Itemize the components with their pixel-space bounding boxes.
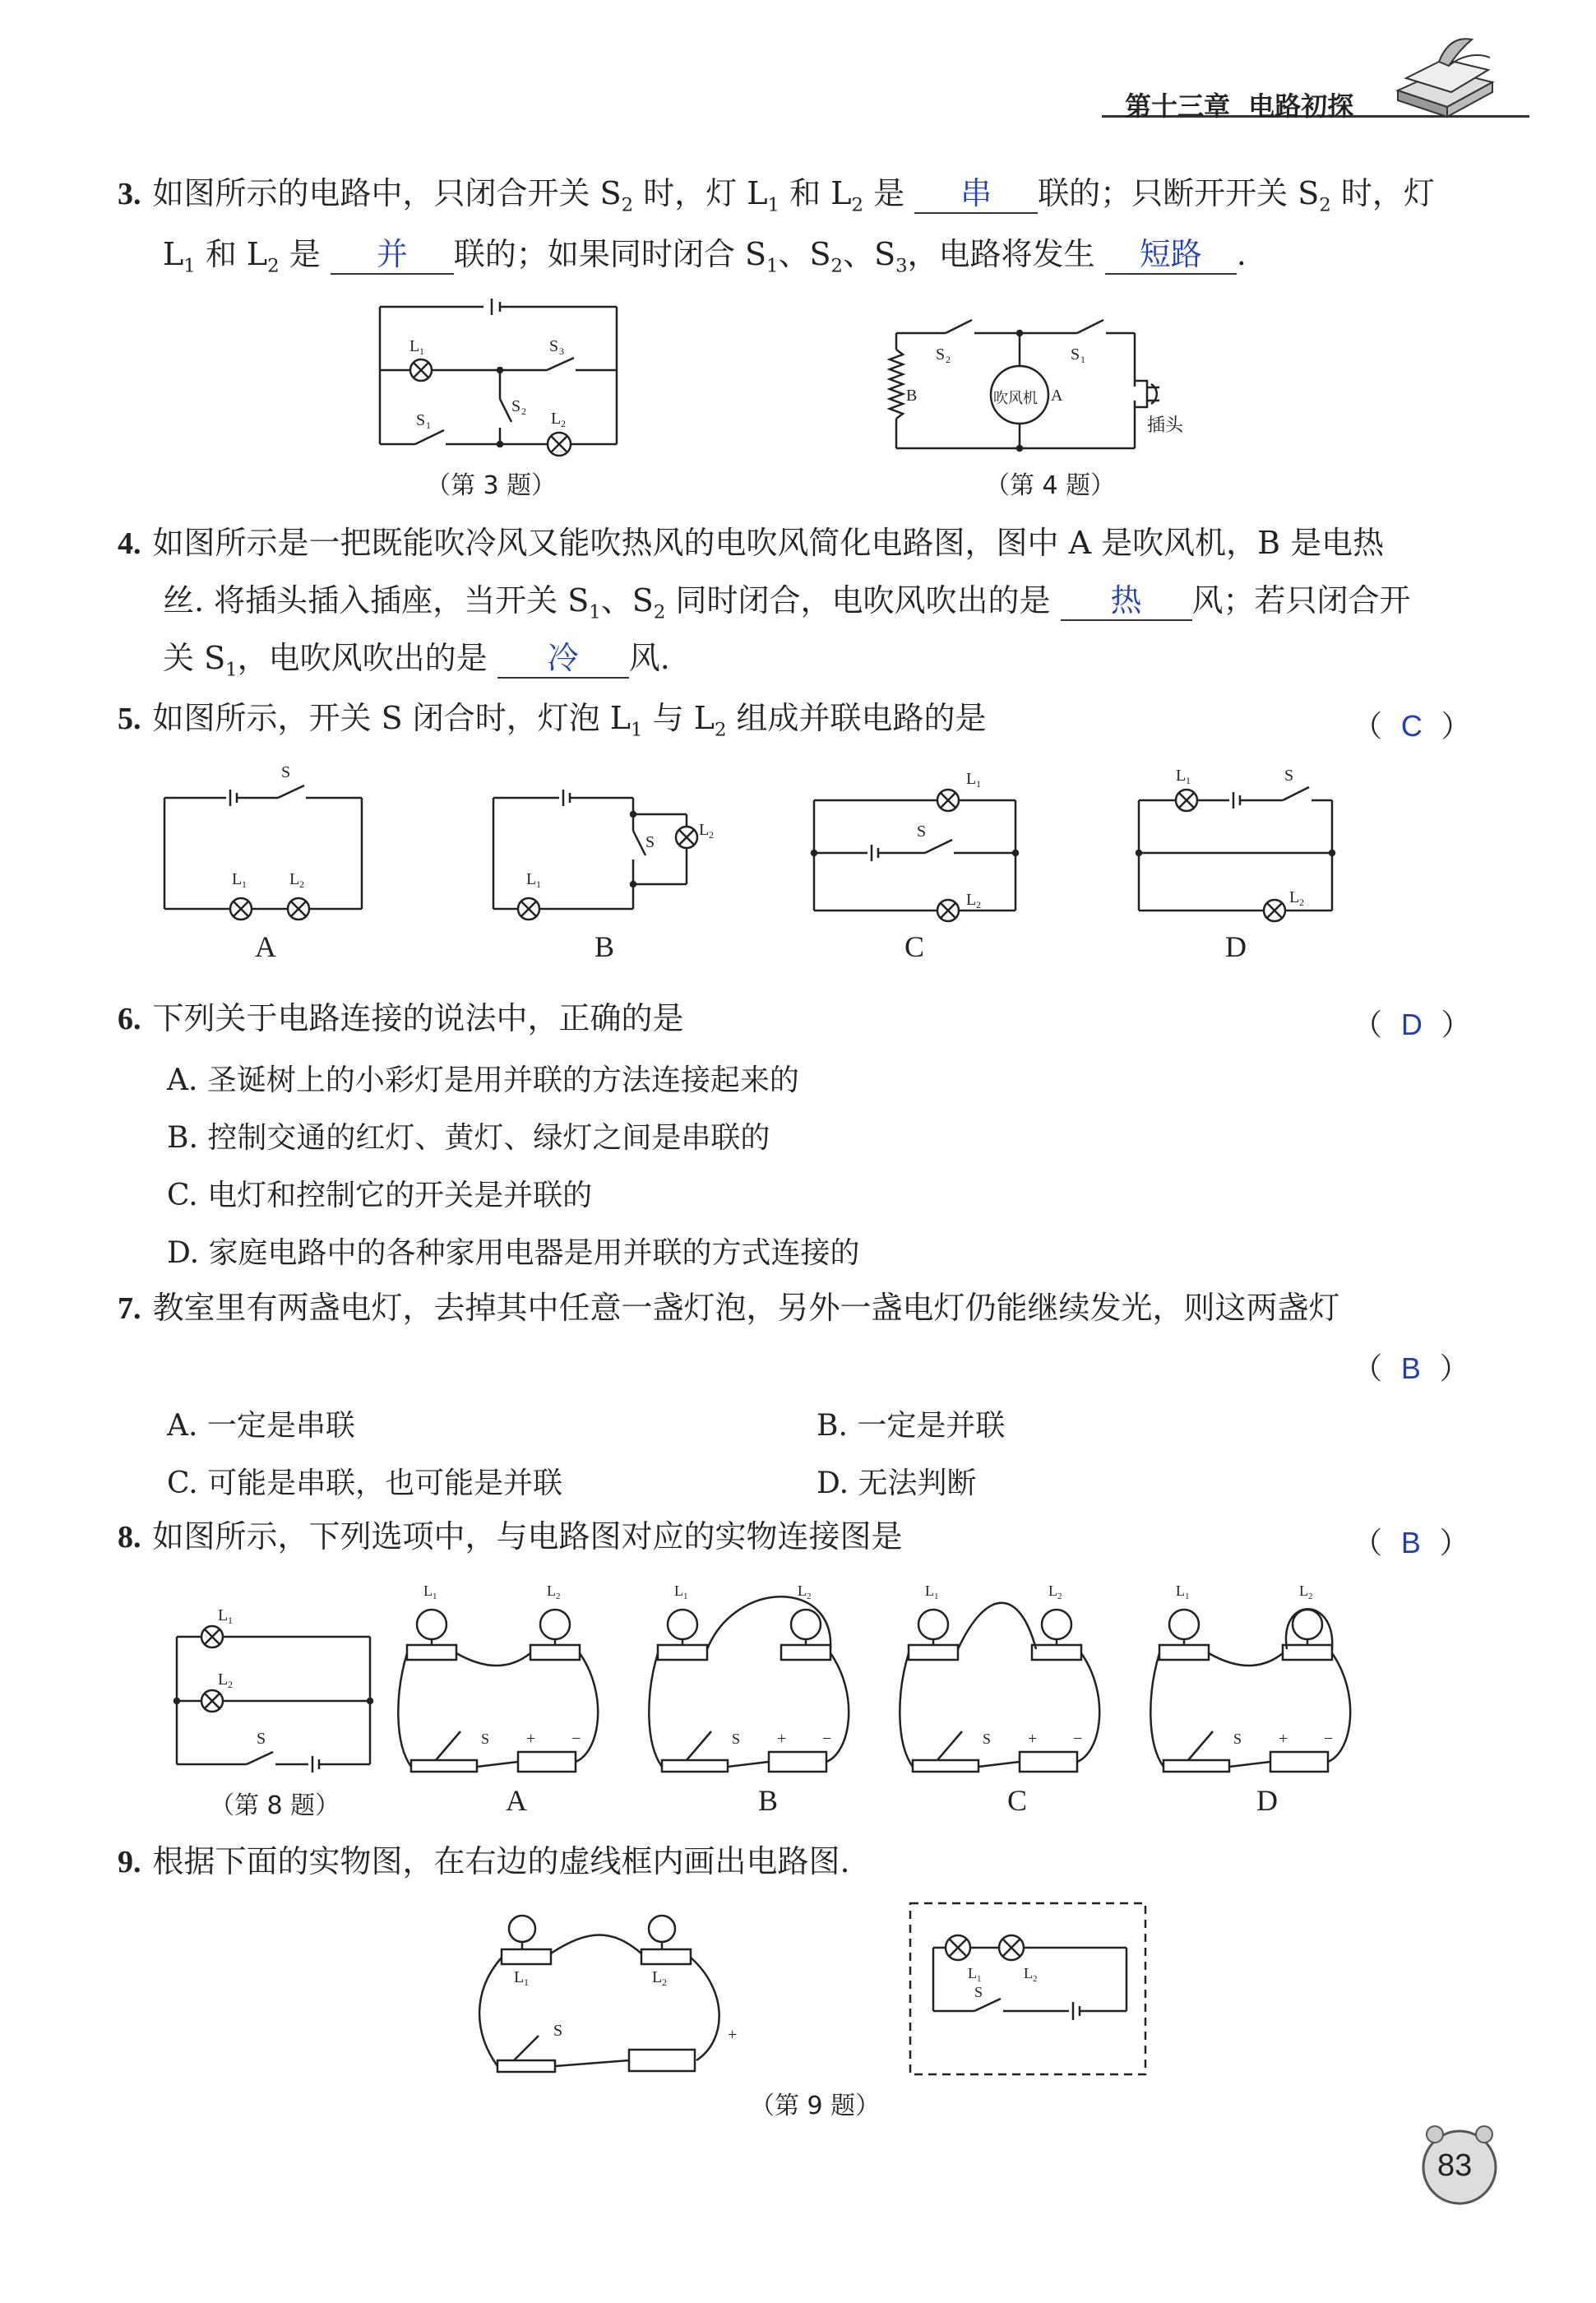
svg-text:S: S — [1284, 767, 1294, 785]
svg-text:2: 2 — [807, 1592, 812, 1601]
svg-text:S: S — [257, 1730, 266, 1748]
svg-text:L: L — [1176, 767, 1187, 785]
q5-option-d[interactable]: D — [1225, 930, 1247, 963]
svg-text:S: S — [553, 2022, 563, 2040]
svg-text:2: 2 — [299, 878, 304, 890]
svg-text:1: 1 — [977, 1974, 982, 1984]
q6-option-b[interactable]: B. 控制交通的红灯、黄灯、绿灯之间是串联的 — [167, 1121, 770, 1155]
q9-caption: （第 9 题） — [750, 2092, 881, 2120]
svg-text:S: S — [416, 411, 426, 429]
svg-text:2: 2 — [521, 405, 526, 417]
question-6: 6. 下列关于电路连接的说法中，正确的是 — [118, 1000, 684, 1036]
q5-option-b[interactable]: B — [594, 930, 615, 963]
q4-plug-label: 插头 — [1147, 415, 1184, 436]
books-icon — [1390, 33, 1497, 123]
svg-text:S: S — [974, 1984, 983, 2000]
q8-physical-c — [900, 1582, 1099, 1772]
q5-option-b-circuit — [493, 790, 714, 920]
q5-answer-paren[interactable]: （ C ） — [1353, 709, 1471, 744]
q4-caption: （第 4 题） — [985, 471, 1116, 500]
q8-option-b[interactable]: B — [758, 1784, 779, 1817]
svg-text:1: 1 — [419, 345, 424, 357]
question-9: 9. 根据下面的实物图，在右边的虚线框内画出电路图. — [118, 1843, 850, 1879]
question-8: 8. 如图所示，下列选项中，与电路图对应的实物连接图是 — [118, 1518, 903, 1555]
question-4-line1: 4. 如图所示是一把既能吹冷风又能吹热风的电吹风简化电路图，图中 A 是吹风机，B 是电热 — [118, 525, 1385, 561]
svg-text:L: L — [547, 1582, 556, 1599]
svg-text:L: L — [423, 1582, 433, 1599]
question-5: 5. 如图所示，开关 S 闭合时，灯泡 $L_1$ 与 $L_2$ 组成并联电路的是 — [118, 700, 987, 741]
svg-text:L: L — [652, 1968, 663, 1986]
svg-text:L: L — [674, 1582, 683, 1599]
q8-physical-a — [398, 1582, 598, 1772]
svg-text:2: 2 — [976, 899, 981, 911]
q8-answer-paren[interactable]: （ B ） — [1353, 1526, 1469, 1560]
q9-answer-box[interactable] — [909, 1900, 1147, 2077]
q6-option-c[interactable]: C. 电灯和控制它的开关是并联的 — [167, 1179, 593, 1212]
svg-text:+: + — [1279, 1730, 1288, 1748]
q3-answer-1[interactable]: 串 — [914, 174, 1038, 214]
q8-caption: （第 8 题） — [210, 1791, 340, 1820]
q3-answer-2[interactable]: 并 — [331, 235, 454, 275]
q3-circuit-diagram — [370, 292, 625, 465]
q5-option-a[interactable]: A — [255, 930, 276, 963]
svg-text:L: L — [699, 821, 710, 839]
svg-text:L: L — [1299, 1582, 1308, 1599]
svg-text:S: S — [732, 1731, 741, 1747]
svg-text:S: S — [481, 1731, 490, 1747]
q3-caption: （第 3 题） — [426, 471, 557, 500]
svg-text:1: 1 — [426, 419, 431, 431]
q5-option-a-circuit — [164, 763, 362, 920]
svg-text:L: L — [514, 1968, 525, 1986]
svg-text:S: S — [936, 345, 946, 364]
svg-text:L: L — [1024, 1965, 1033, 1981]
q4-fan-label: 吹风机 — [993, 390, 1038, 407]
svg-text:L: L — [218, 1670, 229, 1689]
q4-answer-2[interactable]: 冷 — [497, 639, 629, 679]
q4-answer-1[interactable]: 热 — [1061, 582, 1192, 621]
question-3-line1: 3. 如图所示的电路中，只闭合开关 $S_2$ 时，灯 $L_1$ 和 $L_2$ 是 串 联的；只断开开关 $S_2$ 时，灯 — [118, 175, 1435, 216]
q7-option-a[interactable]: A. 一定是串联 — [167, 1409, 355, 1443]
q9-physical-diagram — [465, 1908, 761, 2081]
svg-text:L: L — [966, 770, 977, 788]
page-number: 83 — [1437, 2148, 1473, 2183]
svg-text:2: 2 — [561, 418, 566, 429]
svg-text:−: − — [822, 1730, 832, 1748]
q6-answer-paren[interactable]: （ D ） — [1353, 1008, 1471, 1042]
svg-text:B: B — [906, 387, 918, 405]
svg-text:L: L — [526, 870, 537, 888]
svg-text:2: 2 — [1299, 897, 1304, 908]
svg-text:2: 2 — [946, 354, 951, 365]
svg-text:L: L — [1048, 1582, 1057, 1599]
svg-text:S: S — [1233, 1731, 1242, 1747]
svg-text:+: + — [728, 2026, 738, 2044]
svg-text:1: 1 — [1080, 354, 1085, 365]
svg-text:+: + — [777, 1730, 787, 1748]
svg-text:L: L — [1289, 888, 1300, 906]
q8-schematic — [174, 1606, 372, 1772]
header-chapter: 第十三章 电路初探 — [1125, 90, 1354, 122]
svg-text:2: 2 — [1308, 1592, 1313, 1601]
svg-text:1: 1 — [1185, 1592, 1190, 1601]
q8-figures — [164, 1579, 1398, 1777]
svg-text:2: 2 — [1057, 1592, 1062, 1601]
question-4-line3: 关 $S_1$，电吹风吹出的是 冷 风. — [163, 640, 670, 681]
svg-text:S: S — [983, 1731, 992, 1747]
svg-text:1: 1 — [1186, 775, 1191, 786]
q6-option-d[interactable]: D. 家庭电路中的各种家用电器是用并联的方式连接的 — [167, 1236, 860, 1270]
svg-text:2: 2 — [228, 1679, 233, 1690]
question-4-line2: 丝. 将插头插入插座，当开关 $S_1$、$S_2$ 同时闭合，电吹风吹出的是 热 风；若只闭合开 — [163, 582, 1411, 623]
svg-text:−: − — [571, 1730, 581, 1748]
q7-option-c[interactable]: C. 可能是串联，也可能是并联 — [167, 1467, 563, 1500]
q7-answer-paren[interactable]: （ B ） — [1353, 1351, 1469, 1386]
svg-text:1: 1 — [976, 778, 981, 790]
q8-physical-b — [649, 1582, 849, 1772]
svg-text:L: L — [232, 870, 243, 888]
q8-option-d[interactable]: D — [1256, 1784, 1278, 1817]
q5-circuit-diagrams — [156, 761, 1357, 925]
svg-text:S: S — [917, 822, 927, 841]
svg-text:S: S — [511, 397, 521, 415]
svg-text:S: S — [549, 337, 559, 355]
svg-text:+: + — [1028, 1730, 1038, 1748]
q7-option-b[interactable]: B. 一定是并联 — [817, 1409, 1006, 1443]
question-7: 7. 教室里有两盏电灯，去掉其中任意一盏灯泡，另外一盏电灯仍能继续发光，则这两盏灯 — [118, 1290, 1340, 1326]
svg-text:A: A — [1051, 387, 1063, 405]
svg-text:1: 1 — [683, 1592, 688, 1601]
svg-text:S: S — [645, 833, 655, 851]
q5-option-d-circuit — [1136, 767, 1335, 921]
svg-text:L: L — [1176, 1582, 1185, 1599]
svg-text:2: 2 — [556, 1592, 561, 1601]
svg-text:2: 2 — [662, 1976, 667, 1988]
svg-text:1: 1 — [934, 1592, 939, 1601]
svg-text:3: 3 — [559, 345, 564, 357]
svg-text:L: L — [798, 1582, 807, 1599]
q6-option-a[interactable]: A. 圣诞树上的小彩灯是用并联的方法连接起来的 — [167, 1063, 799, 1097]
q8-option-a[interactable]: A — [506, 1784, 527, 1817]
svg-text:L: L — [925, 1582, 934, 1599]
svg-text:S: S — [281, 763, 291, 781]
svg-text:L: L — [966, 891, 977, 909]
svg-text:S: S — [1071, 345, 1080, 364]
svg-text:L: L — [218, 1606, 229, 1624]
q3-answer-3[interactable]: 短路 — [1105, 235, 1237, 275]
svg-text:1: 1 — [242, 878, 247, 890]
svg-text:2: 2 — [1033, 1974, 1038, 1984]
svg-text:L: L — [968, 1965, 977, 1981]
svg-text:1: 1 — [433, 1592, 437, 1601]
svg-text:−: − — [1073, 1730, 1083, 1748]
q8-physical-d — [1150, 1582, 1350, 1772]
svg-text:1: 1 — [524, 1976, 529, 1988]
svg-text:1: 1 — [536, 878, 541, 890]
q5-option-c-circuit — [812, 770, 1018, 921]
svg-text:−: − — [1324, 1730, 1334, 1748]
q5-option-c[interactable]: C — [904, 930, 925, 963]
svg-text:L: L — [409, 337, 420, 355]
q8-option-c[interactable]: C — [1007, 1784, 1028, 1817]
question-3-line2: $L_1$ 和 $L_2$ 是 并 联的；如果同时闭合 $S_1$、$S_2$、$S_3$，电路将发生 短路 . — [163, 236, 1247, 277]
q7-option-d[interactable]: D. 无法判断 — [817, 1467, 977, 1500]
svg-text:1: 1 — [228, 1615, 233, 1626]
svg-text:L: L — [551, 410, 562, 428]
svg-text:L: L — [289, 870, 300, 888]
svg-text:+: + — [526, 1730, 536, 1748]
svg-text:2: 2 — [709, 829, 714, 841]
